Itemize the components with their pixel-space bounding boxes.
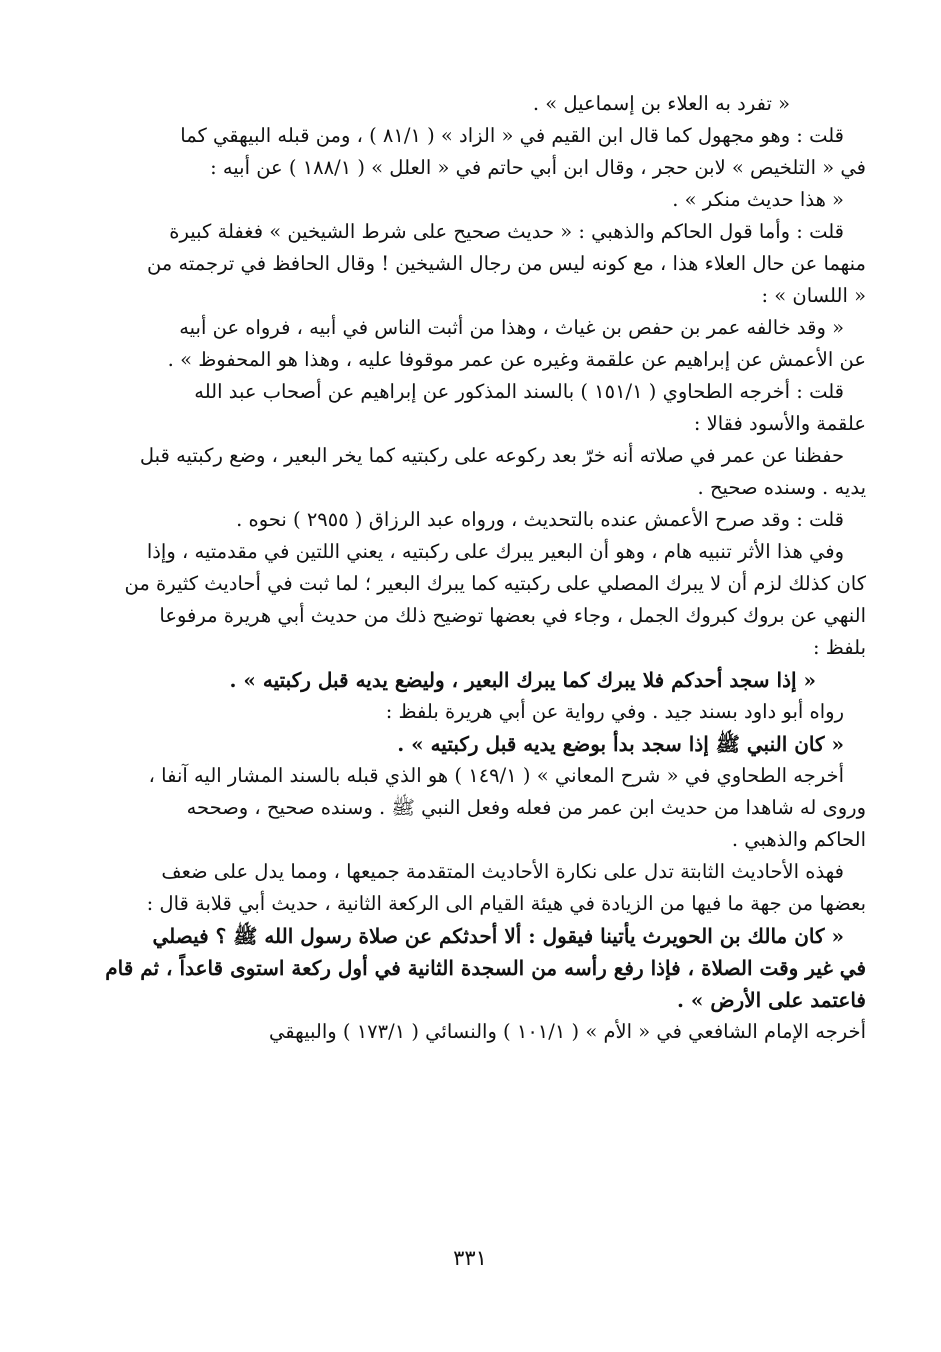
text-line: « كان مالك بن الحويرث يأتينا فيقول : ألا أحدثكم عن صلاة رسول الله ﷺ ؟ فيصلي (152, 924, 844, 948)
page-number: ٣٣١ (453, 1246, 487, 1270)
text-line: الحاكم والذهبي . (731, 828, 866, 851)
text-line: قلت : وهو مجهول كما قال ابن القيم في « الزاد » ( ٨١/١ ) ، ومن قبله البيهقي كما (180, 124, 844, 147)
text-line: « هذا حديث منكر » . (672, 188, 844, 211)
text-line: « وقد خالفه عمر بن حفص بن غياث ، وهذا من أثبت الناس في أبيه ، فرواه عن أبيه (179, 316, 844, 339)
text-line: في غير وقت الصلاة ، فإذا رفع رأسه من السجدة الثانية في أول ركعة استوى قاعداً ، ثم قام (105, 956, 866, 980)
text-line: بعضها من جهة ما فيها من الزيادة في هيئة القيام الى الركعة الثانية ، حديث أبي قلابة قال : (146, 892, 866, 915)
text-line: علقمة والأسود فقالا : (693, 412, 866, 435)
text-line: « كان النبي ﷺ إذا سجد بدأ بوضع يديه قبل ركبتيه » . (397, 732, 844, 756)
text-line: يديه . وسنده صحيح . (697, 476, 866, 499)
text-line: بلفظ : (812, 636, 866, 659)
text-line: عن الأعمش عن إبراهيم عن علقمة وغيره عن عمر موقوفا عليه ، وهذا هو المحفوظ » . (167, 348, 866, 371)
text-line: حفظنا عن عمر في صلاته أنه خرّ بعد ركوعه على ركبتيه كما يخر البعير ، وضع ركبتيه قبل (139, 444, 844, 467)
text-line: كان كذلك لزم أن لا يبرك المصلي على ركبتيه كما يبرك البعير ؛ لما ثبت في أحاديث كثيرة من (124, 572, 866, 595)
text-line: قلت : وقد صرح الأعمش عنده بالتحديث ، ورواه عبد الرزاق ( ٢٩٥٥ ) نحوه . (236, 508, 844, 531)
text-line: أخرجه الطحاوي في « شرح المعاني » ( ١٤٩/١ ) هو الذي قبله بالسند المشار اليه آنفا ، (148, 764, 844, 787)
text-line: في « التلخيص » لابن حجر ، وقال ابن أبي حاتم في « العلل » ( ١٨٨/١ ) عن أبيه : (210, 156, 866, 179)
text-line: قلت : وأما قول الحاكم والذهبي : « حديث صحيح على شرط الشيخين » فغفلة كبيرة (169, 220, 844, 243)
text-line: وفي هذا الأثر تنبيه هام ، وهو أن البعير يبرك على ركبتيه ، يعني اللتين في مقدمتيه ، وإذا (146, 540, 844, 563)
text-line: وروى له شاهدا من حديث ابن عمر من فعله وفعل النبي ﷺ . وسنده صحيح ، وصححه (186, 796, 866, 819)
text-line: رواه أبو داود بسند جيد . وفي رواية عن أبي هريرة بلفظ : (385, 700, 844, 723)
text-line: « اللسان » : (761, 284, 866, 307)
text-line: فهذه الأحاديث الثابتة تدل على نكارة الأحاديث المتقدمة جميعها ، ومما يدل على ضعف (161, 860, 844, 883)
page-body (96, 88, 866, 1048)
text-line: قلت : أخرجه الطحاوي ( ١٥١/١ ) بالسند المذكور عن إبراهيم عن أصحاب عبد الله (194, 380, 844, 403)
text-line: « تفرد به العلاء بن إسماعيل » . (532, 92, 790, 115)
text-line: منهما عن حال العلاء هذا ، مع كونه ليس من رجال الشيخين ! وقال الحافظ في ترجمته من (146, 252, 866, 275)
text-line: أخرجه الإمام الشافعي في « الأم » ( ١٠١/١ ) والنسائي ( ١٧٣/١ ) والبيهقي (269, 1020, 866, 1043)
text-line: النهي عن بروك كبروك الجمل ، وجاء في بعضها توضيح ذلك من حديث أبي هريرة مرفوعا (159, 604, 866, 627)
text-line: « إذا سجد أحدكم فلا يبرك كما يبرك البعير ، وليضع يديه قبل ركبتيه » . (229, 668, 816, 692)
text-line: فاعتمد على الأرض » . (676, 988, 866, 1012)
